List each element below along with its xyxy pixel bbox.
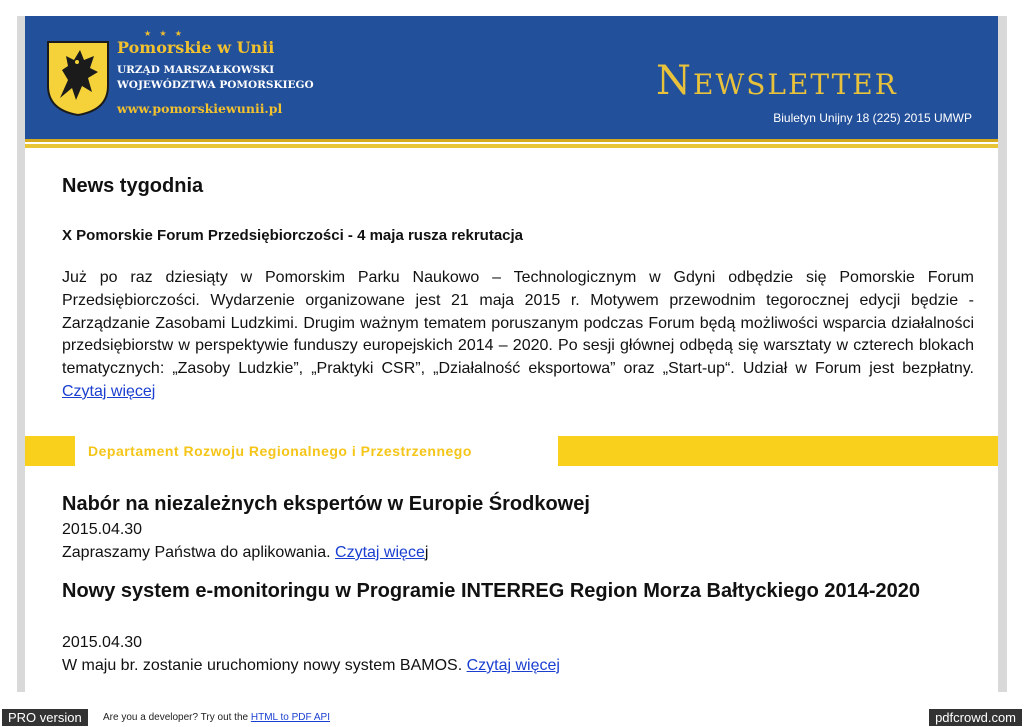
header-gold-rule: [25, 139, 998, 142]
article-title: X Pomorskie Forum Przedsiębiorczości - 4 maja rusza rekrutacja: [62, 227, 524, 244]
issue-label: Biuletyn Unijny 18 (225) 2015 UMWP: [773, 111, 972, 125]
news-title: Nabór na niezależnych ekspertów w Europie Środkowej: [62, 493, 590, 515]
newsletter-title: Newsletter: [656, 58, 898, 104]
article-body: [62, 267, 974, 404]
news-date: 2015.04.30: [62, 634, 143, 651]
section-heading: News tygodnia: [62, 175, 204, 197]
news-summary: [62, 657, 560, 675]
griffin-crest-icon: [46, 40, 110, 116]
news-title: Nowy system e-monitoringu w Programie INTERREG Region Morza Bałtyckiego 2014-2020: [62, 580, 920, 602]
read-more-link[interactable]: Czytaj więcej: [62, 382, 156, 400]
footer: [0, 708, 1024, 727]
news-summary-suffix: j: [424, 544, 429, 561]
article-text: Już po raz dziesiąty w Pomorskim Parku Naukowo – Technologicznym w Gdyni odbędzie się Pomorskie Forum Przedsiębiorczości. Wydarzenie organizowane jest 21 maja 2015 r. Motywem przewodnim tegorocznej edycji będzie - Zarządzanie Zasobami Ludzkimi. Drugim ważnym tematem poruszanym podczas Forum będą możliwości wsparcia działalności przedsiębiorstw w perspektywie funduszy europejskich 2014 – 2020. Po sesji głównej odbędą się warsztaty w czterech blokach tematycznych: „Zasoby Ludzkie”, „Praktyki CSR”, „Działalność eksportowa” oraz „Start-up“. Udział w Forum jest bezpłatny.: [62, 269, 974, 378]
read-more-link[interactable]: Czytaj więce: [335, 544, 425, 561]
read-more-link[interactable]: Czytaj więcej: [466, 657, 560, 674]
news-summary-text: W maju br. zostanie uruchomiony nowy system BAMOS.: [62, 657, 467, 674]
logo-title: Pomorskie w Unii: [117, 38, 275, 57]
pro-version-badge[interactable]: PRO version: [2, 709, 88, 726]
developer-promo-text: Are you a developer? Try out the: [103, 712, 251, 723]
news-date: 2015.04.30: [62, 521, 143, 538]
department-label: Departament Rozwoju Regionalnego i Przestrzennego: [88, 443, 472, 459]
right-border: [998, 16, 1007, 692]
header-gold-rule-2: [25, 144, 998, 148]
logo-line-1: URZĄD MARSZAŁKOWSKI: [117, 64, 275, 76]
news-summary: [62, 544, 428, 562]
pdfcrowd-badge[interactable]: pdfcrowd.com: [929, 709, 1022, 726]
left-border: [17, 16, 25, 692]
developer-promo: [103, 712, 330, 723]
logo-line-2: WOJEWÓDZTWA POMORSKIEGO: [117, 79, 314, 91]
html-to-pdf-link[interactable]: HTML to PDF API: [250, 712, 330, 723]
news-summary-text: Zapraszamy Państwa do aplikowania.: [62, 544, 336, 561]
logo-url: www.pomorskiewunii.pl: [117, 101, 283, 116]
stars-icon: ★ ★ ★: [144, 29, 185, 38]
